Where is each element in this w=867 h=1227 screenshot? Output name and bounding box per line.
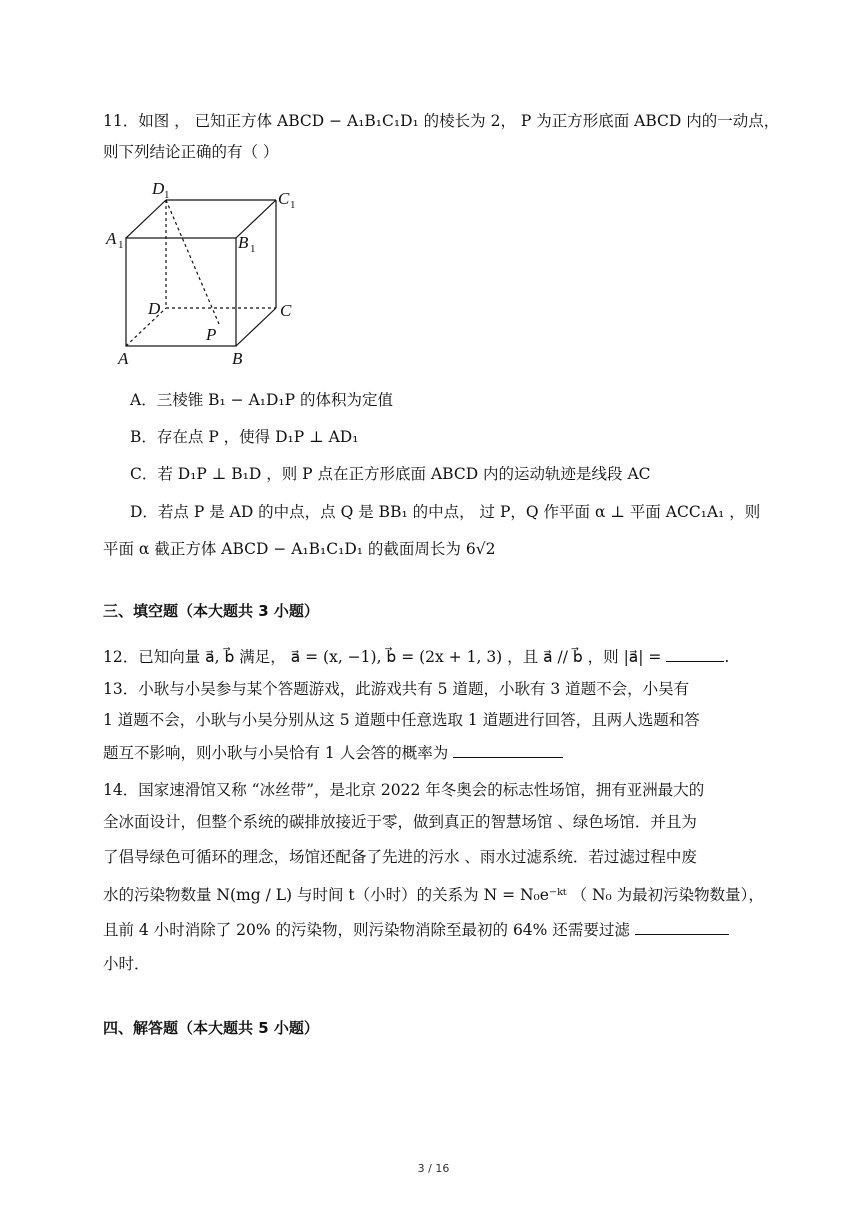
q11-line-1: 11．如图 ， 已知正方体 ABCD − A₁B₁C₁D₁ 的棱长为 2， P 为正方形底面 ABCD 内的一动点， — [103, 112, 780, 130]
label-a1-sub: 1 — [118, 239, 124, 251]
q12-period: . — [724, 648, 730, 666]
label-d1: D — [152, 179, 165, 198]
q14-line-1: 14．国家速滑馆又称 “冰丝带”，是北京 2022 年冬奥会的标志性场馆，拥有亚洲最大的 — [103, 781, 705, 799]
section-3-heading: 三、填空题（本大题共 3 小题） — [103, 602, 319, 620]
q14-line-5-text: 且前 4 小时消除了 20% 的污染物，则污染物消除至最初的 64% 还需要过滤 — [103, 921, 630, 939]
cube-figure — [100, 172, 310, 372]
q14-line-5 — [103, 918, 729, 941]
q13-line-2: 1 道题不会，小耿与小吴分别从这 5 道题中任意选取 1 道题进行回答，且两人选题和答 — [103, 711, 700, 729]
label-a: A — [118, 349, 129, 368]
q12-text — [103, 645, 729, 668]
q14-answer-blank[interactable] — [635, 918, 729, 935]
q13-answer-blank[interactable] — [453, 741, 563, 758]
label-b1: B — [238, 233, 249, 252]
q11-line-2: 则下列结论正确的有（ ） — [103, 143, 279, 161]
q11-option-d-line-1: D．若点 P 是 AD 的中点，点 Q 是 BB₁ 的中点， 过 P，Q 作平面 α ⊥ 平面 ACC₁A₁ ，则 — [130, 503, 761, 521]
label-b: B — [232, 349, 243, 368]
q14-line-2: 全冰面设计，但整个系统的碳排放接近于零，做到真正的智慧场馆 、绿色场馆．并且为 — [103, 813, 697, 831]
q13-line-3-text: 题互不影响，则小耿与小吴恰有 1 人会答的概率为 — [103, 744, 449, 762]
q11-option-d-line-2: 平面 α 截正方体 ABCD − A₁B₁C₁D₁ 的截面周长为 6√2 — [103, 540, 496, 558]
q13-line-1: 13．小耿与小吴参与某个答题游戏，此游戏共有 5 道题，小耿有 3 道题不会，小吴有 — [103, 680, 690, 698]
label-d: D — [148, 299, 161, 318]
label-d1-sub: 1 — [164, 189, 170, 201]
q14-line-3: 了倡导绿色可循环的理念，场馆还配备了先进的污水 、雨水过滤系统．若过滤过程中废 — [103, 848, 697, 866]
q14-line-4: 水的污染物数量 N(mg / L) 与时间 t（小时）的关系为 N = N₀e⁻ᵏᵗ （ N₀ 为最初污染物数量）， — [103, 886, 764, 904]
label-c1-sub: 1 — [290, 199, 296, 211]
label-c1: C — [278, 189, 290, 208]
q12-body: 12．已知向量 a⃗, b⃗ 满足， a⃗ = (x, −1), b⃗ = (2x + 1, 3) ，且 a⃗ // b⃗ ，则 |a⃗| = — [103, 648, 662, 666]
q11-option-c: C．若 D₁P ⊥ B₁D ，则 P 点在正方形底面 ABCD 内的运动轨迹是线段 AC — [130, 465, 651, 483]
q11-option-a: A．三棱锥 B₁ − A₁D₁P 的体积为定值 — [130, 391, 393, 409]
label-a1: A — [106, 229, 117, 248]
label-b1-sub: 1 — [250, 243, 256, 255]
section-4-heading: 四、解答题（本大题共 5 小题） — [103, 1019, 319, 1037]
q11-option-b: B．存在点 P ，使得 D₁P ⊥ AD₁ — [130, 428, 359, 446]
page-number: 3 / 16 — [417, 1162, 450, 1175]
label-p: P — [206, 325, 217, 344]
q14-line-6: 小时． — [103, 955, 150, 973]
q13-line-3 — [103, 741, 563, 764]
q12-answer-blank[interactable] — [666, 645, 724, 662]
label-c: C — [280, 301, 292, 320]
